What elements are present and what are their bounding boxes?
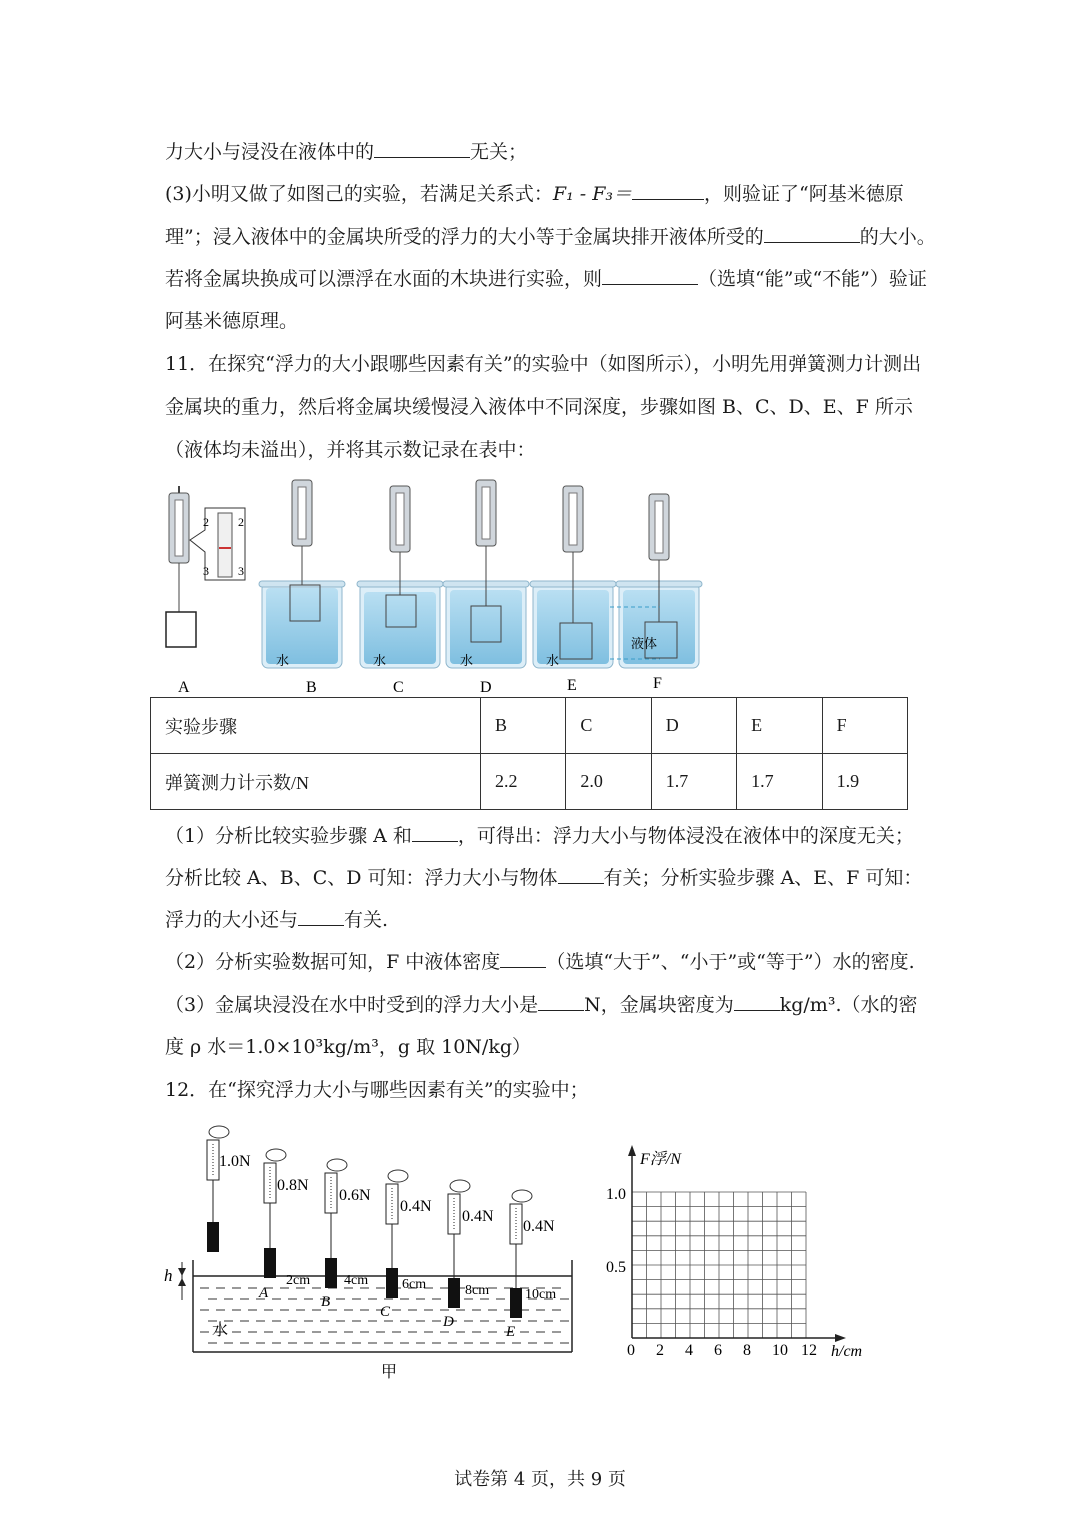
scale-mark: 3 bbox=[203, 564, 209, 578]
y-tick: 1.0 bbox=[606, 1186, 626, 1203]
x-tick: 12 bbox=[801, 1342, 817, 1359]
h-label: h bbox=[164, 1266, 173, 1285]
hand-scale bbox=[325, 1159, 347, 1288]
table-cell: D bbox=[651, 698, 736, 754]
text: kg/m³.（水的密 bbox=[779, 994, 918, 1016]
text: （选填“大于”、“小于”或“等于”）水的密度. bbox=[546, 951, 915, 973]
text: 力大小与浸没在液体中的 bbox=[165, 141, 375, 163]
q12-line-1: 12．在“探究浮力大小与哪些因素有关”的实验中； bbox=[165, 1079, 589, 1101]
text: 无关； bbox=[470, 141, 528, 163]
hand-icon bbox=[450, 1180, 470, 1192]
answer-blank[interactable] bbox=[734, 992, 780, 1011]
table-cell: C bbox=[566, 698, 651, 754]
scale-mark: 2 bbox=[203, 515, 209, 529]
q11-line-2: 金属块的重力，然后将金属块缓慢浸入液体中不同深度，步骤如图 B、C、D、E、F 所示 bbox=[165, 396, 913, 418]
water-tank bbox=[193, 1260, 572, 1352]
text: （3）金属块浸没在水中时受到的浮力大小是 bbox=[165, 994, 539, 1016]
q11-part2 bbox=[165, 949, 915, 975]
hand-icon bbox=[266, 1149, 286, 1161]
water-label: 水 bbox=[212, 1320, 229, 1339]
q11-part1-line3 bbox=[165, 907, 388, 933]
text: 分析比较 A、B、C、D 可知：浮力大小与物体 bbox=[165, 867, 558, 889]
text: 浮力的大小还与 bbox=[165, 909, 299, 931]
reading-label: 0.4N bbox=[462, 1208, 494, 1225]
q11-part1-line1 bbox=[165, 823, 914, 849]
q11-part1-line2 bbox=[165, 865, 922, 891]
depth-label: 4cm bbox=[344, 1273, 369, 1288]
text: 若将金属块换成可以漂浮在水面的木块进行实验，则 bbox=[165, 268, 603, 290]
depth-label: 2cm bbox=[286, 1273, 311, 1288]
text: ，可得出：浮力大小与物体浸没在液体中的深度无关； bbox=[457, 825, 914, 847]
q11-figure bbox=[0, 0, 1080, 700]
step-label: D bbox=[480, 679, 492, 696]
hand-scale bbox=[448, 1180, 470, 1308]
spring-scale bbox=[207, 1140, 219, 1180]
beaker bbox=[443, 480, 529, 668]
text: （1）分析比较实验步骤 A 和 bbox=[165, 825, 412, 847]
table-cell: B bbox=[481, 698, 566, 754]
figure-caption: 甲 bbox=[381, 1362, 398, 1381]
text: 理”；浸入液体中的金属块所受的浮力的大小等于金属块排开液体所受的 bbox=[165, 226, 764, 248]
answer-blank[interactable] bbox=[538, 992, 584, 1011]
table-cell: F bbox=[822, 698, 907, 754]
spring-scale bbox=[325, 1173, 337, 1213]
depth-label: 6cm bbox=[402, 1277, 427, 1292]
liquid-label: 水 bbox=[276, 654, 290, 669]
liquid-label: 水 bbox=[460, 654, 474, 669]
table-cell: 2.0 bbox=[566, 754, 651, 810]
table-cell: 实验步骤 bbox=[151, 698, 481, 754]
text: 有关；分析实验步骤 A、E、F 可知： bbox=[603, 867, 923, 889]
answer-blank[interactable] bbox=[500, 949, 546, 968]
reading-label: 0.4N bbox=[523, 1218, 555, 1235]
liquid-label: 水 bbox=[373, 654, 387, 669]
x-tick: 10 bbox=[772, 1342, 788, 1359]
scale-face bbox=[396, 493, 404, 545]
hand-scale bbox=[386, 1170, 408, 1298]
spring-scale bbox=[448, 1194, 460, 1234]
graph-xlabel: h/cm bbox=[831, 1343, 863, 1360]
point-label: D bbox=[443, 1314, 454, 1330]
q11-part3-line2: 度 ρ 水＝1.0×10³kg/m³，g 取 10N/kg） bbox=[165, 1036, 532, 1058]
text: 有关. bbox=[344, 909, 389, 931]
beaker bbox=[530, 486, 616, 668]
reading-label: 0.8N bbox=[277, 1177, 309, 1194]
spring-scale bbox=[510, 1204, 522, 1244]
reading-label: 0.4N bbox=[400, 1198, 432, 1215]
hand-icon bbox=[327, 1159, 347, 1171]
q11-line-1: 11．在探究“浮力的大小跟哪些因素有关”的实验中（如图所示），小明先用弹簧测力计测出 bbox=[165, 353, 922, 375]
black-block bbox=[325, 1258, 337, 1288]
data-table bbox=[150, 697, 908, 810]
answer-blank[interactable] bbox=[558, 865, 604, 884]
graph-ylabel: F浮/N bbox=[640, 1151, 681, 1168]
text: ，则验证了“阿基米德原 bbox=[704, 183, 904, 205]
point-label: A bbox=[259, 1285, 269, 1301]
x-ticks bbox=[627, 1342, 817, 1359]
x-tick: 8 bbox=[743, 1342, 751, 1359]
q11-line-3: （液体均未溢出），并将其示数记录在表中： bbox=[165, 439, 536, 461]
spring-scale bbox=[264, 1163, 276, 1203]
table-cell: 弹簧测力计示数/N bbox=[151, 754, 481, 810]
scale-mark: 2 bbox=[238, 515, 244, 529]
scale-face bbox=[298, 487, 306, 539]
water-dashes bbox=[200, 1288, 569, 1343]
table-header-row bbox=[151, 698, 908, 754]
black-block bbox=[386, 1268, 398, 1298]
table-cell: 1.7 bbox=[737, 754, 822, 810]
scale-face bbox=[655, 501, 663, 553]
scale-face bbox=[569, 493, 577, 545]
blank-graph-grid bbox=[632, 1192, 806, 1338]
beaker-water bbox=[266, 588, 338, 664]
page-footer: 试卷第 4 页，共 9 页 bbox=[454, 1469, 626, 1490]
text: 的大小。 bbox=[859, 226, 936, 248]
q10-line-5: 阿基米德原理。 bbox=[165, 310, 299, 332]
text: (3)小明又做了如图己的实验，若满足关系式： bbox=[165, 183, 553, 205]
hand-scale bbox=[207, 1126, 229, 1252]
table-row bbox=[151, 754, 908, 810]
step-label: B bbox=[306, 679, 317, 696]
black-block bbox=[264, 1248, 276, 1278]
formula: F₁ - F₃＝ bbox=[552, 183, 633, 205]
black-block bbox=[448, 1278, 460, 1308]
beaker bbox=[259, 480, 345, 668]
x-tick: 6 bbox=[714, 1342, 722, 1359]
hand-scale bbox=[510, 1190, 532, 1318]
x-tick: 0 bbox=[627, 1342, 635, 1359]
beaker bbox=[357, 486, 443, 668]
spring-scale bbox=[386, 1184, 398, 1224]
table-cell: E bbox=[737, 698, 822, 754]
point-label: B bbox=[321, 1294, 331, 1310]
scale-mark: 3 bbox=[238, 564, 244, 578]
reading-label: 1.0N bbox=[219, 1153, 251, 1170]
text: （选填“能”或“不能”）验证 bbox=[698, 268, 927, 290]
depth-label: 8cm bbox=[465, 1283, 490, 1298]
hand-scale bbox=[264, 1149, 286, 1278]
answer-blank[interactable] bbox=[298, 907, 344, 926]
hand-icon bbox=[388, 1170, 408, 1182]
step-label: C bbox=[393, 679, 404, 696]
liquid-label: 液体 bbox=[631, 637, 658, 652]
hand-icon bbox=[209, 1126, 229, 1138]
x-tick: 4 bbox=[685, 1342, 693, 1359]
hand-icon bbox=[512, 1190, 532, 1202]
depth-label: 10cm bbox=[525, 1287, 557, 1302]
black-block bbox=[207, 1222, 219, 1252]
scale-face bbox=[482, 487, 490, 539]
q11-part3-line1 bbox=[165, 992, 918, 1018]
step-label: A bbox=[178, 679, 190, 696]
table-cell: 1.7 bbox=[651, 754, 736, 810]
point-label: E bbox=[506, 1324, 516, 1340]
beaker bbox=[616, 494, 702, 668]
text: N，金属块密度为 bbox=[584, 994, 734, 1016]
answer-blank[interactable] bbox=[412, 823, 458, 842]
black-block bbox=[510, 1288, 522, 1318]
table-cell: 2.2 bbox=[481, 754, 566, 810]
step-label: E bbox=[567, 677, 577, 694]
liquid-label: 水 bbox=[546, 654, 560, 669]
reading-label: 0.6N bbox=[339, 1187, 371, 1204]
text: （2）分析实验数据可知，F 中液体密度 bbox=[165, 951, 501, 973]
step-label: F bbox=[653, 675, 662, 692]
hand-scales bbox=[207, 1126, 532, 1318]
y-tick: 0.5 bbox=[606, 1259, 626, 1276]
table-cell: 1.9 bbox=[822, 754, 907, 810]
point-label: C bbox=[380, 1304, 391, 1320]
x-tick: 2 bbox=[656, 1342, 664, 1359]
